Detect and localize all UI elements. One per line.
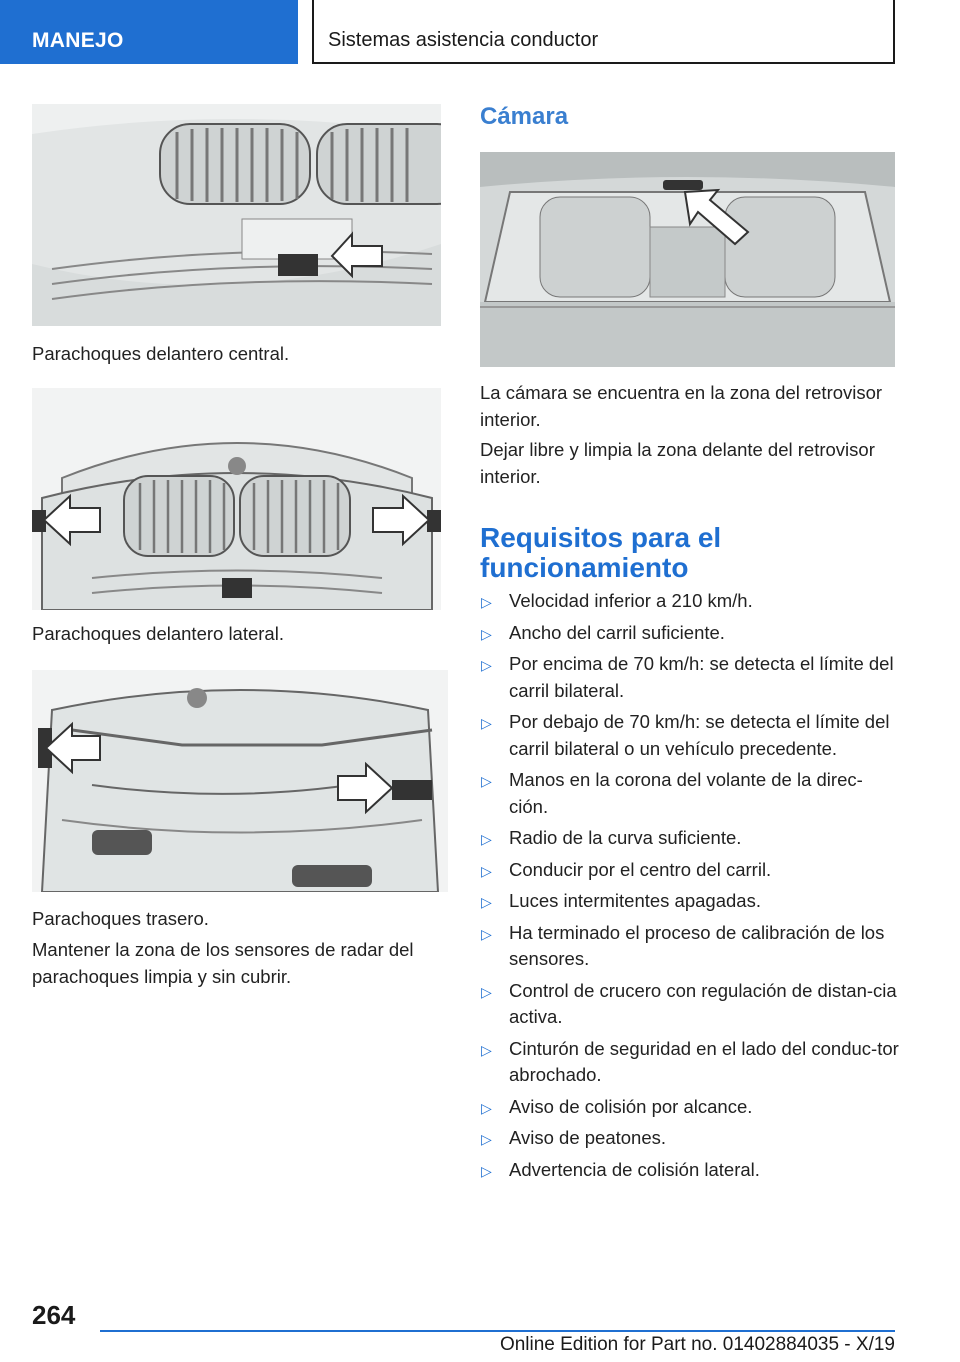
camera-paragraph-2: Dejar libre y limpia la zona delante del retrovisor interior. (480, 439, 875, 487)
triangle-bullet-icon: ▷ (481, 1041, 492, 1058)
triangle-bullet-icon: ▷ (481, 1131, 492, 1147)
camera-paragraph-1: La cámara se encuentra en la zona del retrovisor interior. (480, 382, 883, 430)
requirements-heading: Requisitos para el funcionamiento (480, 522, 722, 583)
triangle-bullet-icon: ▷ (481, 983, 492, 1000)
list-item: ▷ Control de crucero con regulación de distan‐cia activa. (481, 979, 897, 1027)
triangle-bullet-icon: ▷ (481, 925, 492, 942)
list-item: ▷ Aviso de colisión por alcance. (480, 1094, 900, 1121)
list-item: ▷ Cinturón de seguridad en el lado del conduc‐tor abrochado. (481, 1037, 899, 1085)
requirements-list (480, 588, 900, 1188)
triangle-bullet-icon: ▷ (481, 625, 492, 642)
list-item: ▷ Luces intermitentes apagadas. (480, 888, 900, 915)
footer-divider (100, 1330, 895, 1332)
list-item: ▷ Conducir por el centro del carril. (480, 857, 900, 884)
figure-rear-bumper (32, 670, 448, 892)
triangle-bullet-icon: ▷ (481, 1162, 492, 1179)
list-item: ▷ Por encima de 70 km/h: se detecta el límite del carril bilateral. (481, 653, 894, 701)
list-item: ▷ Velocidad inferior a 210 km/h. (480, 588, 900, 615)
section-title: Sistemas asistencia conductor (312, 0, 895, 64)
chapter-tab: MANEJO (0, 0, 298, 64)
triangle-bullet-icon: ▷ (481, 594, 492, 610)
camera-heading: Cámara (480, 103, 569, 130)
triangle-bullet-icon: ▷ (481, 657, 492, 673)
triangle-bullet-icon: ▷ (481, 773, 492, 789)
list-item: ▷ Advertencia de colisión lateral. (480, 1157, 900, 1184)
triangle-bullet-icon: ▷ (481, 831, 492, 847)
list-item: ▷ Manos en la corona del volante de la direc‐ción. (481, 769, 863, 817)
list-item: ▷ Ancho del carril suficiente. (480, 620, 900, 647)
triangle-bullet-icon: ▷ (481, 1099, 492, 1116)
caption-front-center: Parachoques delantero central. (32, 343, 290, 364)
caption-rear: Parachoques trasero. (32, 908, 209, 929)
list-item: ▷ Por debajo de 70 km/h: se detecta el límite del carril bilateral o un vehículo precedente. (481, 711, 890, 759)
list-item: ▷ Ha terminado el proceso de calibración de los sensores. (481, 921, 885, 969)
page-number: 264 (32, 1300, 76, 1330)
list-item: ▷ Radio de la curva suficiente. (480, 825, 900, 852)
triangle-bullet-icon: ▷ (481, 715, 492, 731)
edition-text: Online Edition for Part no. 01402884035 - X/19 (499, 1334, 895, 1355)
figure-front-bumper-center (32, 104, 441, 326)
figure-front-bumper-lateral (32, 388, 441, 610)
caption-front-lateral: Parachoques delantero lateral. (32, 623, 284, 644)
figure-camera (480, 152, 895, 367)
triangle-bullet-icon: ▷ (481, 894, 492, 910)
triangle-bullet-icon: ▷ (481, 862, 492, 879)
list-item: ▷ Aviso de peatones. (480, 1125, 900, 1152)
sensor-paragraph: Mantener la zona de los sensores de radar del parachoques limpia y sin cubrir. (32, 939, 414, 987)
